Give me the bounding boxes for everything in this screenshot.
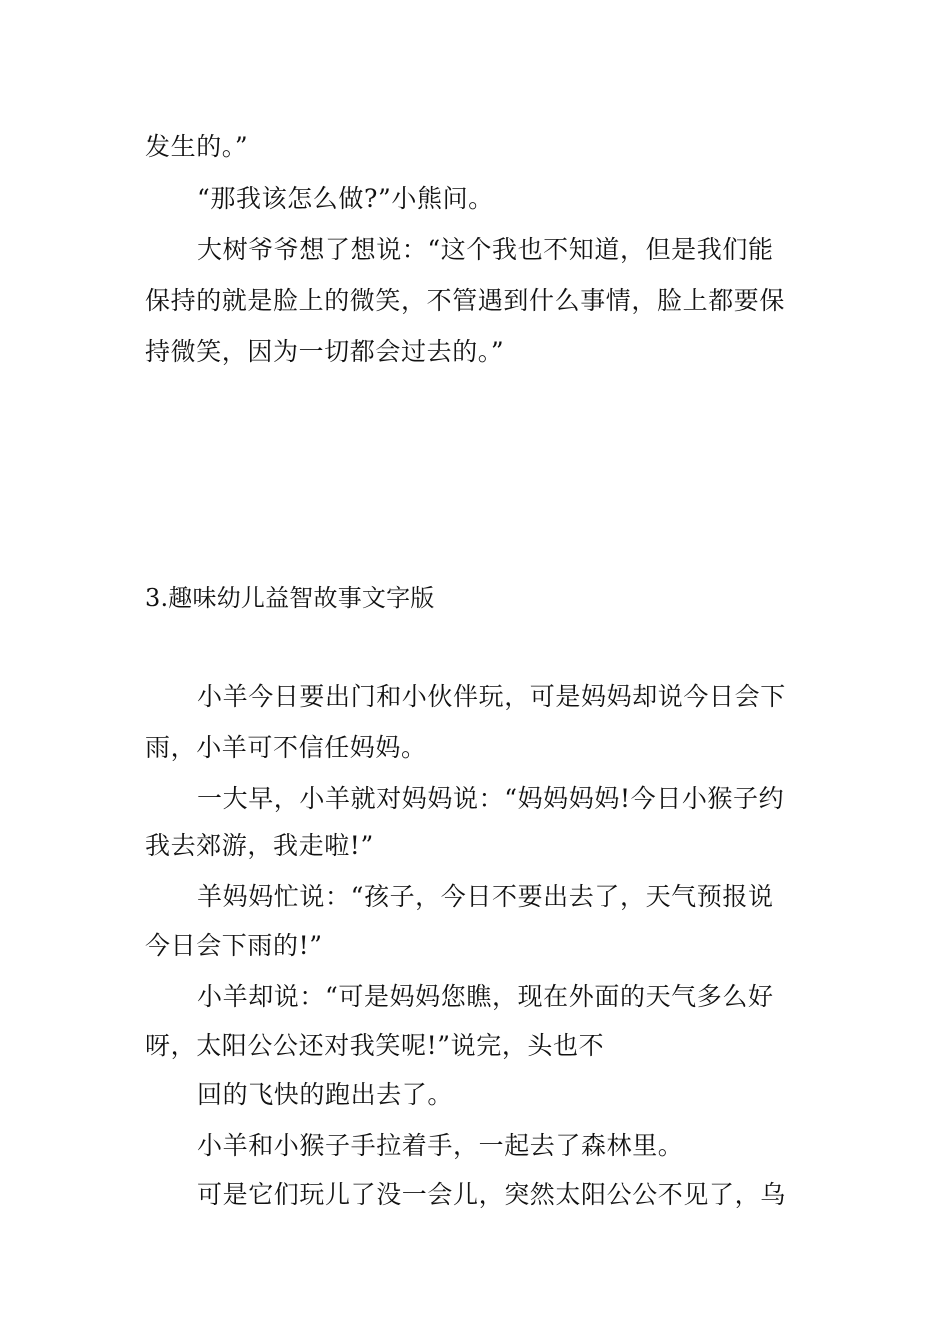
paragraph-line: 持微笑，因为一切都会过去的。” [145,337,505,366]
paragraph-line: 小羊和小猴子手拉着手，一起去了森林里。 [197,1131,684,1160]
paragraph-line: 回的飞快的跑出去了。 [197,1080,454,1109]
paragraph-line: 大树爷爷想了想说：“这个我也不知道，但是我们能 [197,235,774,264]
paragraph-line: 小羊却说：“可是妈妈您瞧，现在外面的天气多么好 [197,982,774,1011]
paragraph-line: 我去郊游，我走啦!” [145,831,374,860]
paragraph-line: 小羊今日要出门和小伙伴玩，可是妈妈却说今日会下 [197,682,786,711]
paragraph-line: 发生的。” [145,132,249,161]
paragraph-line: 一大早，小羊就对妈妈说：“妈妈妈妈!今日小猴子约 [197,784,785,813]
paragraph-line: 雨，小羊可不信任妈妈。 [145,733,427,762]
section-heading: 3.趣味幼儿益智故事文字版 [145,584,435,612]
paragraph-line: 今日会下雨的!” [145,931,323,960]
paragraph-line: 呀，太阳公公还对我笑呢!”说完，头也不 [145,1031,605,1060]
paragraph-line: 保持的就是脸上的微笑，不管遇到什么事情，脸上都要保 [145,286,786,315]
paragraph-line: “那我该怎么做?”小熊问。 [197,184,494,213]
paragraph-line: 羊妈妈忙说：“孩子，今日不要出去了，天气预报说 [197,882,774,911]
paragraph-line: 可是它们玩儿了没一会儿，突然太阳公公不见了，乌 [197,1180,786,1209]
